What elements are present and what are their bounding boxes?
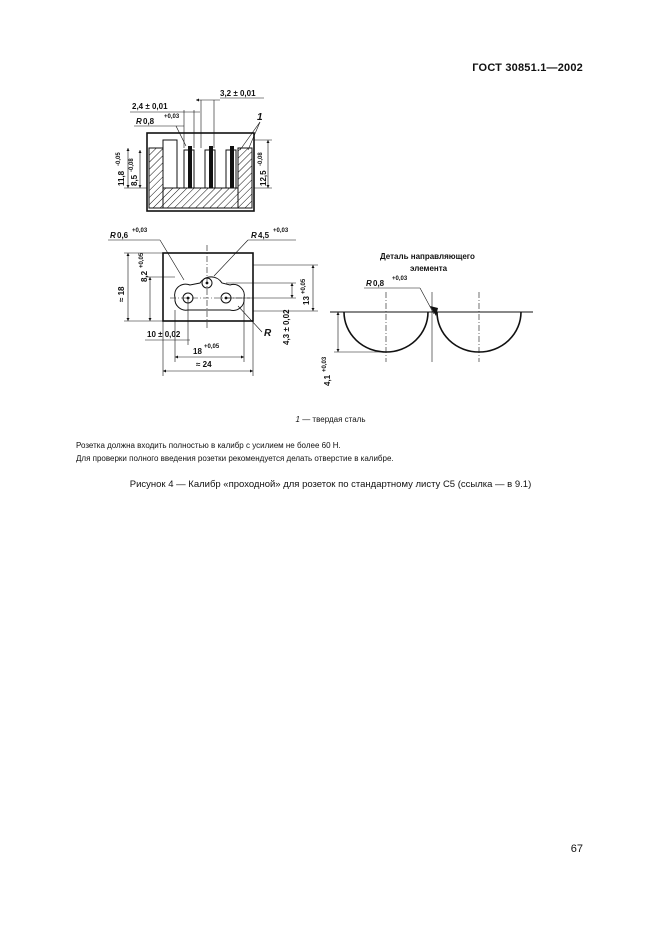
dim-13-tol: +0,05 [301,278,307,294]
r-4-5-tol: +0,03 [273,228,289,234]
detail-dim-4-1-tol: +0,03 [322,356,328,372]
dim-8-5-tol: -0,08 [129,158,135,172]
dim-12-5-tol: -0,08 [258,152,264,166]
standard-header: ГОСТ 30851.1—2002 [472,62,583,74]
detail-r-letter: R [366,279,372,288]
dim-2-4: 2,4 ± 0,01 [132,102,168,111]
detail-r-value: 0,8 [373,279,385,288]
dim-11-8-tol: -0,05 [116,152,122,166]
figure-caption: Рисунок 4 — Калибр «проходной» для розеток по стандартному листу С5 (ссылка — в 9.1) [129,479,532,490]
page-number: 67 [570,843,583,855]
r-4-5-value: 4,5 [258,231,270,240]
dim-4-3: 4,3 ± 0,02 [282,309,291,345]
r-label: R [264,328,272,339]
leader-label-1: 1 [257,112,263,123]
radius-top-letter: R [136,117,142,126]
dim-8-2-tol: +0,05 [139,252,145,268]
dim-18-tol: +0,05 [204,344,220,350]
dim-approx-18: ≈ 18 [117,286,126,302]
dim-8-5: 8,5 [130,174,139,186]
front-view [108,228,318,376]
radius-top-tol: +0,03 [164,114,180,120]
legend-number: 1 [295,415,300,424]
dim-3-2: 3,2 ± 0,01 [220,89,256,98]
detail-title-line1: Деталь направляющего [380,252,475,261]
r-0-6-letter: R [110,231,116,240]
note-2: Для проверки полного введения розетки рекомендуется делать отверстие в калибре. [76,454,394,463]
dim-approx-24: ≈ 24 [196,360,212,369]
note-1: Розетка должна входить полностью в калибр с усилием не более 60 Н. [76,441,341,450]
detail-r-tol: +0,03 [392,276,408,282]
guide-element-detail [322,252,533,386]
detail-dim-4-1: 4,1 [323,374,332,386]
dim-18: 18 [193,347,202,356]
detail-title-line2: элемента [410,264,448,273]
dim-11-8: 11,8 [117,170,126,186]
dim-8-2: 8,2 [140,270,149,282]
r-0-6-tol: +0,03 [132,228,148,234]
dim-12-5: 12,5 [259,170,268,186]
legend-text: — твердая сталь [299,415,366,424]
r-0-6-value: 0,6 [117,231,129,240]
legend [0,415,661,424]
r-4-5-letter: R [251,231,257,240]
top-section-view [116,89,272,211]
radius-top-value: 0,8 [143,117,155,126]
dim-13: 13 [302,296,311,305]
dim-10: 10 ± 0,02 [147,330,181,339]
